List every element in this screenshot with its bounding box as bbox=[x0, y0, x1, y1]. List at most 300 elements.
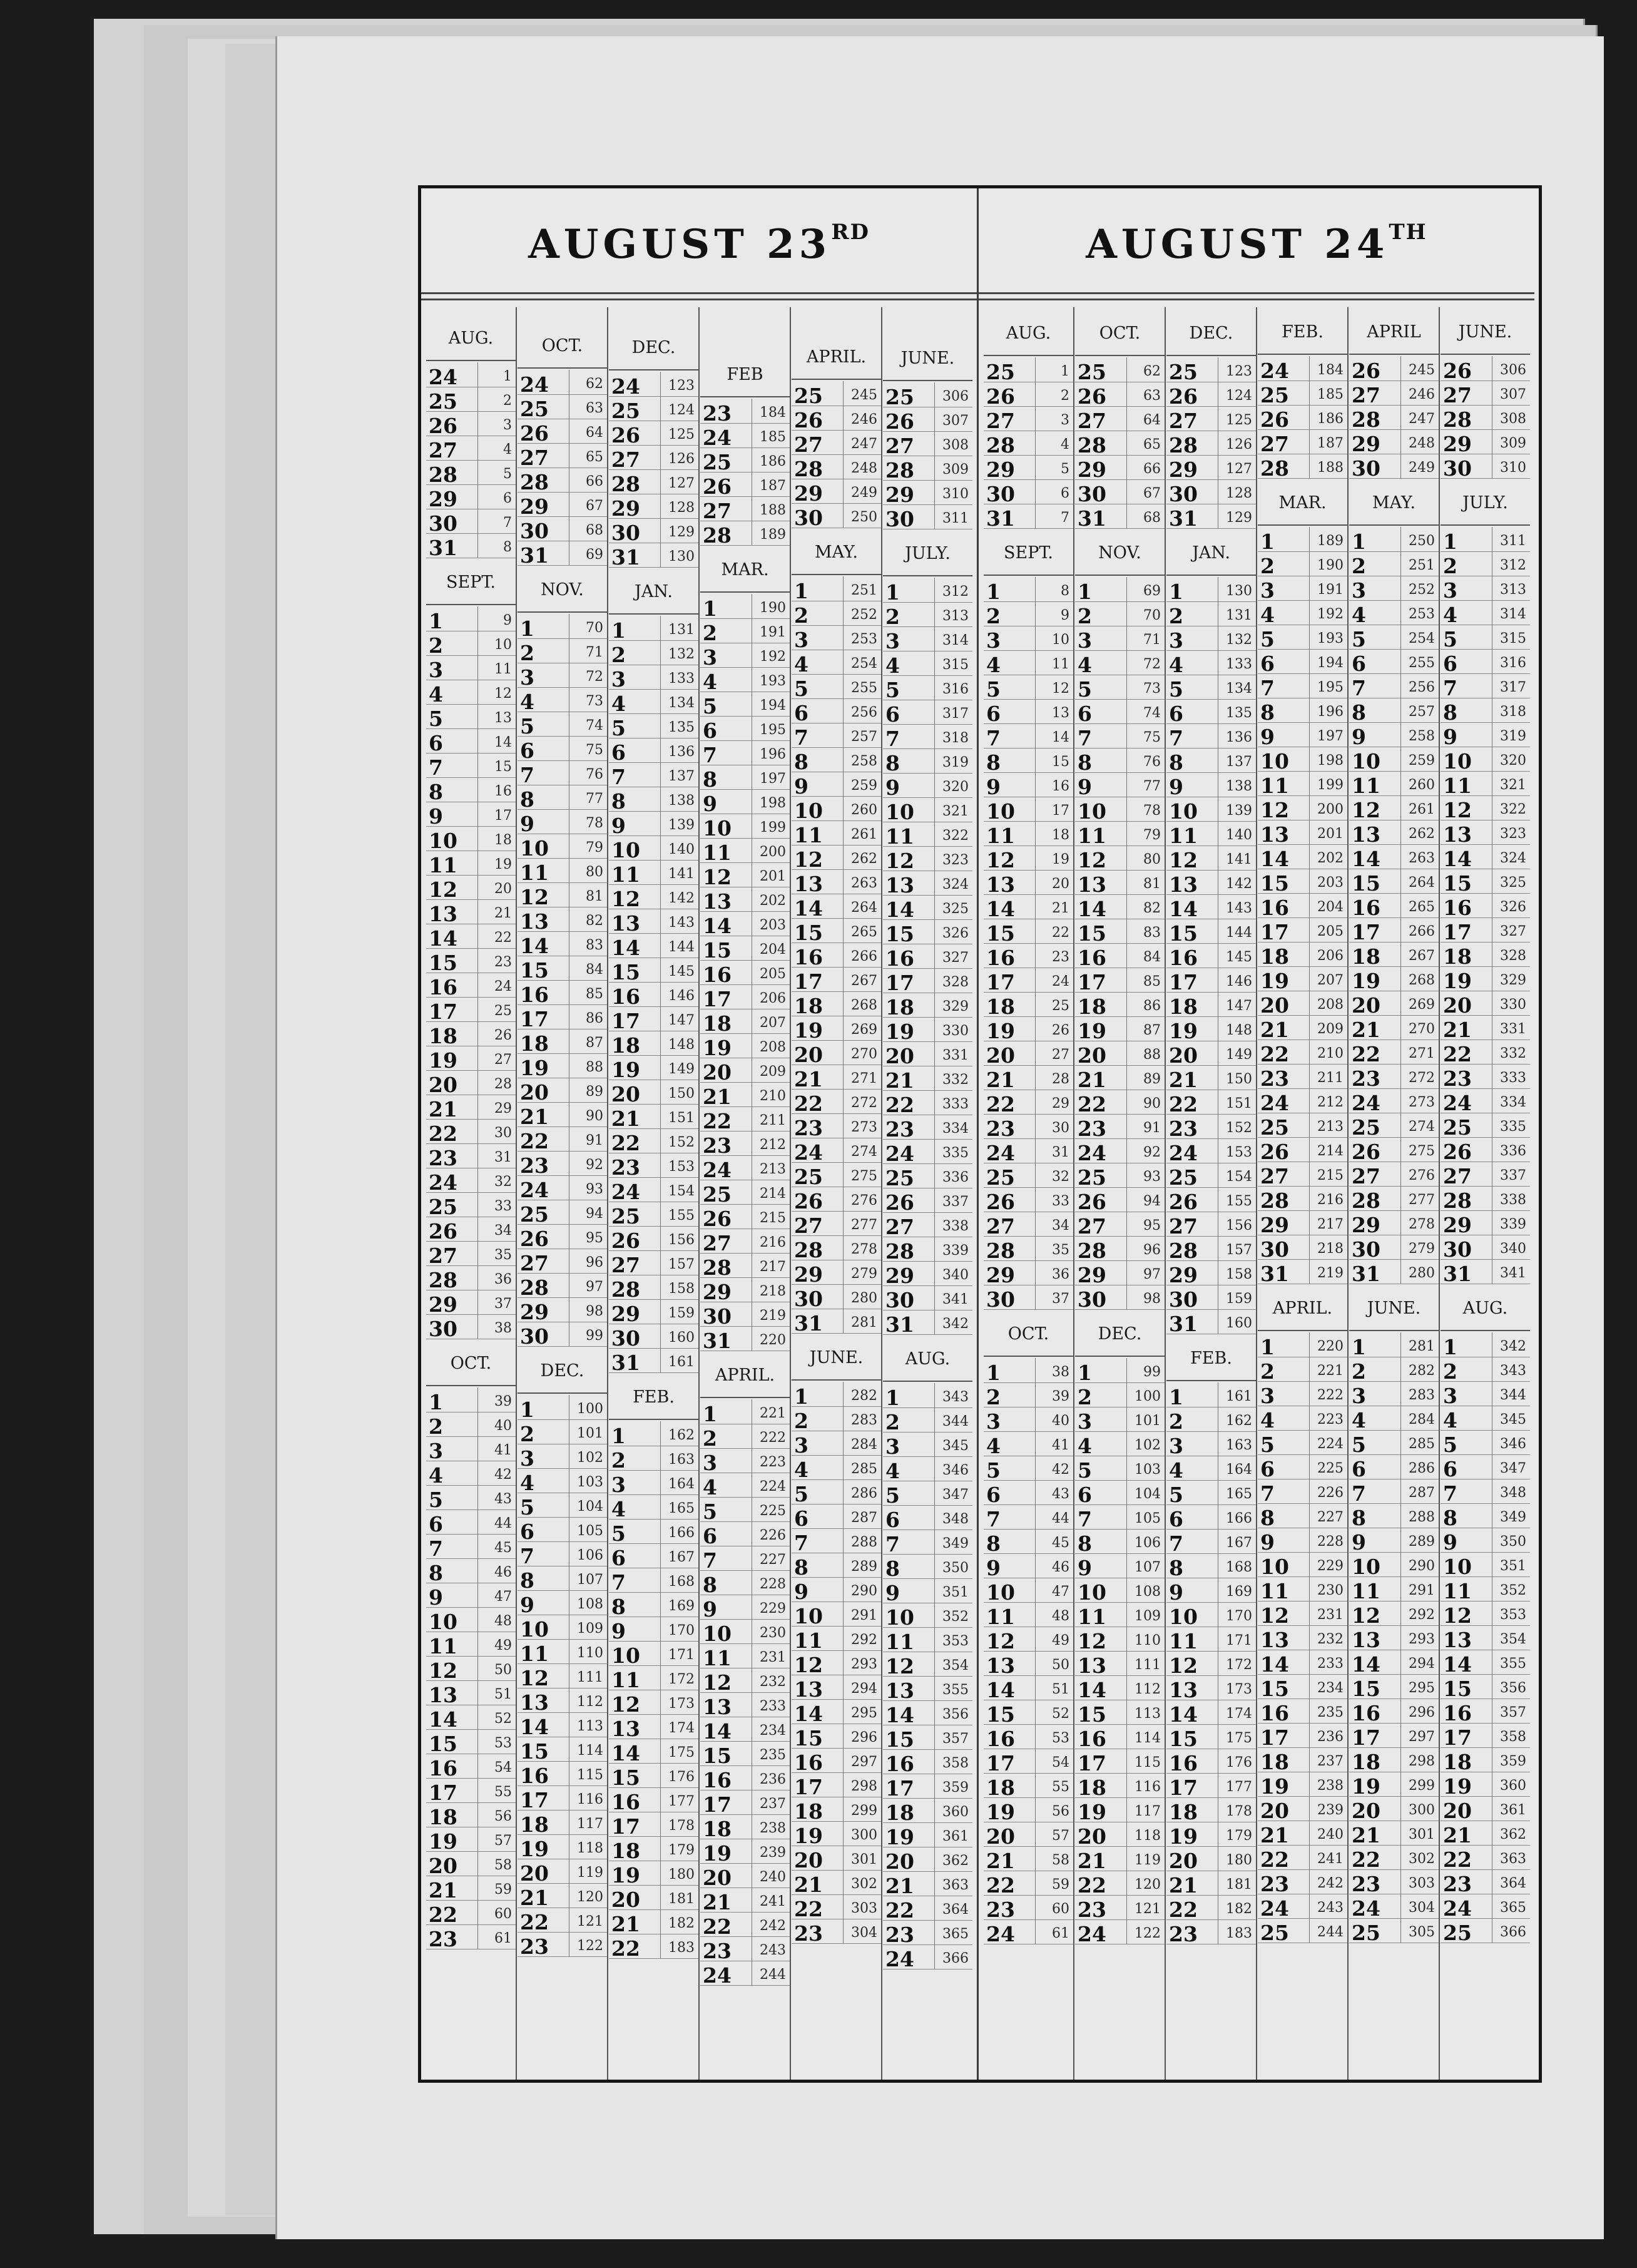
day-of-month: 19 bbox=[611, 1058, 640, 1082]
day-row bbox=[1075, 577, 1165, 602]
day-of-month: 10 bbox=[1078, 799, 1106, 824]
day-of-month: 26 bbox=[611, 423, 640, 447]
day-row bbox=[792, 406, 881, 431]
day-row bbox=[1166, 1700, 1256, 1725]
day-row bbox=[1075, 455, 1165, 480]
day-of-month: 18 bbox=[1352, 944, 1380, 969]
day-of-month: 30 bbox=[611, 521, 640, 545]
day-of-month: 24 bbox=[520, 1178, 549, 1202]
day-of-month: 11 bbox=[794, 823, 823, 847]
day-count: 362 bbox=[1500, 1827, 1526, 1842]
day-of-month: 9 bbox=[611, 1619, 626, 1643]
header-rule bbox=[700, 1397, 790, 1398]
day-row bbox=[1349, 625, 1439, 650]
day-count: 71 bbox=[1143, 632, 1161, 648]
day-row bbox=[984, 431, 1073, 456]
day-of-month: 21 bbox=[520, 1886, 549, 1910]
day-count: 178 bbox=[668, 1818, 695, 1834]
day-row bbox=[700, 1692, 790, 1717]
day-row bbox=[792, 1553, 881, 1578]
day-count: 1 bbox=[1061, 364, 1069, 379]
day-of-month: 17 bbox=[429, 1780, 457, 1805]
day-count: 331 bbox=[942, 1048, 969, 1063]
day-count: 351 bbox=[942, 1585, 969, 1600]
day-count: 339 bbox=[1500, 1217, 1526, 1232]
header-rule bbox=[1349, 1330, 1439, 1331]
day-count: 101 bbox=[1135, 1413, 1161, 1429]
day-row bbox=[426, 1827, 516, 1852]
day-row bbox=[1166, 626, 1256, 651]
day-count: 128 bbox=[668, 500, 695, 516]
day-count: 322 bbox=[942, 828, 969, 844]
day-count: 4 bbox=[503, 442, 512, 457]
day-row bbox=[792, 1601, 881, 1627]
day-row bbox=[883, 1676, 972, 1701]
day-count: 166 bbox=[1226, 1511, 1252, 1526]
day-row bbox=[700, 1253, 790, 1278]
day-count: 318 bbox=[942, 730, 969, 746]
day-count: 15 bbox=[1052, 754, 1069, 770]
day-count: 279 bbox=[1409, 1241, 1435, 1257]
day-of-month: 9 bbox=[703, 1597, 717, 1622]
day-row bbox=[1075, 723, 1165, 748]
day-row bbox=[1166, 1627, 1256, 1652]
header-rule bbox=[609, 613, 698, 615]
day-of-month: 30 bbox=[794, 1287, 823, 1311]
day-of-month: 28 bbox=[986, 433, 1015, 457]
day-of-month: 24 bbox=[885, 1142, 914, 1166]
day-count: 364 bbox=[1500, 1876, 1526, 1891]
day-row bbox=[700, 1961, 790, 1986]
day-of-month: 1 bbox=[1260, 1335, 1275, 1359]
day-of-month: 9 bbox=[703, 792, 717, 816]
day-count: 167 bbox=[668, 1550, 695, 1565]
day-of-month: 4 bbox=[1260, 1408, 1275, 1433]
day-count: 216 bbox=[760, 1235, 786, 1250]
day-of-month: 16 bbox=[1352, 1701, 1380, 1725]
day-of-month: 8 bbox=[611, 789, 626, 814]
day-row bbox=[1441, 600, 1530, 625]
day-count: 285 bbox=[851, 1461, 877, 1477]
day-of-month: 22 bbox=[885, 1093, 914, 1117]
day-count: 341 bbox=[942, 1292, 969, 1307]
day-count: 61 bbox=[494, 1931, 512, 1946]
day-row bbox=[1075, 894, 1165, 919]
day-row bbox=[1166, 601, 1256, 626]
day-row bbox=[1075, 601, 1165, 626]
day-count: 123 bbox=[1226, 364, 1252, 379]
day-count: 123 bbox=[668, 378, 695, 394]
day-row bbox=[883, 407, 972, 432]
day-row bbox=[700, 1326, 790, 1351]
day-row bbox=[700, 1033, 790, 1058]
day-count: 269 bbox=[851, 1022, 877, 1038]
day-of-month: 4 bbox=[1443, 603, 1457, 627]
day-of-month: 4 bbox=[611, 692, 626, 716]
day-of-month: 10 bbox=[1352, 1555, 1380, 1579]
day-count: 40 bbox=[1052, 1413, 1069, 1429]
day-count: 315 bbox=[942, 657, 969, 673]
day-of-month: 8 bbox=[611, 1595, 626, 1619]
day-row bbox=[1349, 405, 1439, 430]
day-of-month: 6 bbox=[1260, 1457, 1275, 1481]
day-of-month: 19 bbox=[885, 1825, 914, 1849]
day-of-month: 12 bbox=[703, 865, 732, 889]
day-of-month: 22 bbox=[1078, 1092, 1106, 1116]
day-count: 153 bbox=[668, 1159, 695, 1175]
day-row bbox=[426, 1778, 516, 1803]
day-of-month: 11 bbox=[1169, 1629, 1198, 1653]
day-of-month: 3 bbox=[611, 667, 626, 692]
day-row bbox=[426, 1802, 516, 1827]
day-count: 34 bbox=[494, 1223, 512, 1239]
day-row bbox=[518, 1883, 607, 1908]
day-row bbox=[700, 447, 790, 472]
day-count: 222 bbox=[760, 1430, 786, 1446]
day-of-month: 4 bbox=[520, 1471, 534, 1495]
day-row bbox=[426, 704, 516, 729]
day-count: 5 bbox=[1061, 461, 1069, 477]
day-count: 15 bbox=[494, 759, 512, 775]
day-of-month: 28 bbox=[703, 1255, 732, 1280]
month-header: OCT. bbox=[1007, 1324, 1049, 1344]
day-of-month: 4 bbox=[885, 1459, 900, 1483]
day-of-month: 24 bbox=[1078, 1922, 1106, 1946]
day-count: 183 bbox=[1226, 1926, 1252, 1941]
day-of-month: 4 bbox=[1078, 1434, 1092, 1458]
day-count: 171 bbox=[1226, 1633, 1252, 1648]
day-count: 168 bbox=[668, 1574, 695, 1590]
day-count: 310 bbox=[1500, 460, 1526, 476]
day-of-month: 24 bbox=[611, 1180, 640, 1204]
day-row bbox=[792, 454, 881, 479]
day-of-month: 13 bbox=[1169, 1678, 1198, 1702]
day-count: 137 bbox=[1226, 754, 1252, 770]
day-row bbox=[426, 460, 516, 485]
day-row bbox=[426, 948, 516, 973]
day-of-month: 29 bbox=[1352, 432, 1380, 456]
day-row bbox=[518, 1078, 607, 1103]
day-of-month: 28 bbox=[885, 1239, 914, 1264]
day-row bbox=[700, 1863, 790, 1888]
day-row bbox=[883, 1822, 972, 1847]
day-of-month: 3 bbox=[1443, 1384, 1457, 1408]
day-count: 132 bbox=[668, 646, 695, 662]
day-row bbox=[883, 1603, 972, 1628]
day-row bbox=[984, 577, 1073, 602]
day-of-month: 5 bbox=[1443, 627, 1457, 651]
day-count: 164 bbox=[1226, 1462, 1252, 1478]
day-row bbox=[1441, 1210, 1530, 1235]
day-row bbox=[984, 870, 1073, 895]
day-row bbox=[1075, 504, 1165, 529]
day-row bbox=[609, 1080, 698, 1105]
day-of-month: 19 bbox=[611, 1863, 640, 1887]
day-count: 349 bbox=[942, 1536, 969, 1551]
day-row bbox=[426, 1070, 516, 1095]
day-row bbox=[1258, 1357, 1347, 1382]
day-of-month: 19 bbox=[986, 1800, 1015, 1824]
day-of-month: 17 bbox=[986, 1751, 1015, 1775]
day-count: 141 bbox=[1226, 852, 1252, 867]
day-of-month: 20 bbox=[1260, 1799, 1289, 1823]
day-of-month: 6 bbox=[1443, 651, 1457, 676]
day-count: 352 bbox=[1500, 1583, 1526, 1598]
day-row bbox=[1441, 1259, 1530, 1284]
day-count: 64 bbox=[1143, 412, 1161, 428]
day-count: 318 bbox=[1500, 704, 1526, 720]
day-row bbox=[1166, 1260, 1256, 1285]
day-row bbox=[1441, 1576, 1530, 1601]
day-of-month: 20 bbox=[885, 1044, 914, 1068]
day-row bbox=[1441, 1454, 1530, 1479]
day-of-month: 27 bbox=[520, 446, 549, 470]
day-row bbox=[700, 1180, 790, 1205]
day-of-month: 18 bbox=[885, 1801, 914, 1825]
month-header: AUG. bbox=[905, 1349, 951, 1369]
day-count: 159 bbox=[668, 1305, 695, 1321]
day-row bbox=[1441, 1625, 1530, 1650]
column-rule bbox=[1347, 307, 1349, 2080]
day-of-month: 23 bbox=[1169, 1922, 1198, 1946]
day-count: 219 bbox=[1317, 1265, 1344, 1281]
day-count: 112 bbox=[577, 1694, 603, 1710]
column-rule bbox=[1165, 307, 1166, 2080]
day-of-month: 25 bbox=[1169, 1165, 1198, 1190]
day-count: 122 bbox=[577, 1938, 603, 1954]
day-of-month: 15 bbox=[1169, 1727, 1198, 1751]
day-of-month: 16 bbox=[1169, 1751, 1198, 1775]
day-count: 264 bbox=[851, 900, 877, 916]
day-of-month: 1 bbox=[794, 1384, 808, 1409]
day-of-month: 12 bbox=[1260, 798, 1289, 822]
day-row bbox=[426, 728, 516, 753]
column-rule bbox=[607, 307, 608, 2080]
day-row bbox=[700, 1936, 790, 1961]
day-row bbox=[984, 1212, 1073, 1237]
day-row bbox=[1349, 1503, 1439, 1528]
day-count: 223 bbox=[760, 1454, 786, 1470]
day-row bbox=[1075, 968, 1165, 993]
day-of-month: 19 bbox=[1260, 969, 1289, 993]
day-of-month: 3 bbox=[520, 665, 534, 690]
day-count: 192 bbox=[1317, 606, 1344, 622]
day-row bbox=[700, 643, 790, 668]
day-count: 99 bbox=[586, 1328, 603, 1344]
day-count: 197 bbox=[760, 771, 786, 787]
day-count: 159 bbox=[1226, 1291, 1252, 1307]
day-row bbox=[1075, 626, 1165, 651]
day-row bbox=[883, 1456, 972, 1481]
day-count: 348 bbox=[1500, 1485, 1526, 1501]
day-count: 73 bbox=[1143, 681, 1161, 697]
day-count: 157 bbox=[1226, 1242, 1252, 1258]
header-rule bbox=[426, 1385, 516, 1386]
day-of-month: 18 bbox=[1078, 994, 1106, 1019]
day-of-month: 3 bbox=[1078, 1409, 1092, 1434]
day-of-month: 1 bbox=[611, 618, 626, 643]
day-count: 84 bbox=[586, 962, 603, 978]
day-count: 90 bbox=[1143, 1096, 1161, 1111]
day-of-month: 16 bbox=[885, 1752, 914, 1776]
day-row bbox=[984, 675, 1073, 700]
day-of-month: 30 bbox=[885, 507, 914, 531]
day-of-month: 19 bbox=[794, 1824, 823, 1848]
day-of-month: 5 bbox=[986, 677, 1001, 702]
day-of-month: 13 bbox=[885, 873, 914, 897]
day-row bbox=[700, 1131, 790, 1156]
day-of-month: 20 bbox=[1078, 1043, 1106, 1068]
day-count: 355 bbox=[1500, 1656, 1526, 1672]
day-row bbox=[883, 1481, 972, 1506]
day-count: 24 bbox=[494, 979, 512, 994]
day-of-month: 8 bbox=[885, 1556, 900, 1581]
day-row bbox=[1258, 1650, 1347, 1675]
day-row bbox=[426, 387, 516, 412]
day-of-month: 13 bbox=[611, 911, 640, 936]
day-row bbox=[1166, 1749, 1256, 1774]
day-of-month: 29 bbox=[1443, 432, 1472, 456]
day-of-month: 10 bbox=[520, 1617, 549, 1642]
day-count: 13 bbox=[1052, 705, 1069, 721]
day-of-month: 8 bbox=[1443, 700, 1457, 725]
day-of-month: 11 bbox=[611, 862, 640, 887]
day-row bbox=[426, 1924, 516, 1949]
day-count: 301 bbox=[851, 1852, 877, 1867]
day-row bbox=[984, 504, 1073, 529]
day-count: 327 bbox=[942, 950, 969, 966]
day-of-month: 5 bbox=[611, 716, 626, 740]
day-row bbox=[1258, 795, 1347, 820]
day-of-month: 11 bbox=[703, 1646, 732, 1670]
day-row bbox=[883, 797, 972, 822]
day-row bbox=[984, 797, 1073, 822]
day-row bbox=[700, 1839, 790, 1864]
day-of-month: 19 bbox=[1443, 969, 1472, 993]
day-count: 187 bbox=[1317, 436, 1344, 451]
day-count: 262 bbox=[851, 851, 877, 867]
day-row bbox=[1166, 1529, 1256, 1554]
day-of-month: 19 bbox=[520, 1837, 549, 1861]
day-count: 107 bbox=[577, 1572, 603, 1588]
day-row bbox=[883, 1163, 972, 1188]
day-row bbox=[1075, 1090, 1165, 1115]
day-count: 26 bbox=[494, 1028, 512, 1043]
day-row bbox=[1075, 1822, 1165, 1847]
day-of-month: 25 bbox=[429, 1195, 457, 1219]
day-of-month: 30 bbox=[1078, 482, 1106, 506]
day-count: 323 bbox=[1500, 826, 1526, 842]
title-rule bbox=[979, 299, 1534, 300]
day-of-month: 4 bbox=[703, 670, 717, 694]
day-of-month: 13 bbox=[611, 1717, 640, 1741]
day-count: 54 bbox=[494, 1760, 512, 1775]
day-row bbox=[883, 1798, 972, 1823]
day-of-month: 27 bbox=[794, 432, 823, 457]
day-row bbox=[1441, 1235, 1530, 1260]
day-row bbox=[1349, 722, 1439, 747]
day-of-month: 1 bbox=[986, 580, 1001, 604]
day-of-month: 2 bbox=[986, 604, 1001, 628]
day-count: 220 bbox=[760, 1332, 786, 1348]
day-of-month: 17 bbox=[1260, 1725, 1289, 1750]
header-rule bbox=[1166, 575, 1256, 576]
day-row bbox=[1441, 1894, 1530, 1919]
day-of-month: 23 bbox=[520, 1934, 549, 1959]
day-count: 287 bbox=[851, 1510, 877, 1526]
day-count: 39 bbox=[1052, 1389, 1069, 1404]
day-count: 116 bbox=[1135, 1779, 1161, 1795]
day-row bbox=[1349, 966, 1439, 991]
day-row bbox=[518, 1322, 607, 1347]
day-count: 117 bbox=[577, 1816, 603, 1832]
day-count: 138 bbox=[668, 793, 695, 809]
day-count: 329 bbox=[942, 999, 969, 1014]
day-count: 330 bbox=[1500, 997, 1526, 1013]
day-count: 96 bbox=[586, 1255, 603, 1270]
day-of-month: 18 bbox=[1352, 1750, 1380, 1774]
day-row bbox=[1349, 1479, 1439, 1504]
day-count: 118 bbox=[577, 1841, 603, 1856]
day-count: 213 bbox=[760, 1162, 786, 1177]
month-header: NOV. bbox=[1098, 543, 1141, 563]
day-row bbox=[1349, 1723, 1439, 1748]
day-row bbox=[1441, 673, 1530, 698]
day-count: 244 bbox=[1317, 1924, 1344, 1940]
day-count: 198 bbox=[1317, 753, 1344, 769]
day-of-month: 20 bbox=[794, 1043, 823, 1067]
day-of-month: 16 bbox=[1443, 1701, 1472, 1725]
day-row bbox=[1441, 576, 1530, 601]
day-of-month: 1 bbox=[520, 616, 534, 641]
day-count: 267 bbox=[851, 973, 877, 989]
day-count: 273 bbox=[851, 1120, 877, 1135]
day-row bbox=[1349, 1918, 1439, 1943]
day-count: 106 bbox=[577, 1548, 603, 1563]
day-of-month: 16 bbox=[703, 963, 732, 987]
day-of-month: 23 bbox=[1260, 1872, 1289, 1896]
day-count: 111 bbox=[1135, 1657, 1161, 1673]
day-count: 25 bbox=[1052, 998, 1069, 1014]
day-count: 28 bbox=[494, 1076, 512, 1092]
day-row bbox=[883, 968, 972, 993]
day-count: 321 bbox=[942, 804, 969, 819]
day-row bbox=[792, 1065, 881, 1090]
day-row bbox=[1258, 576, 1347, 601]
day-row bbox=[518, 638, 607, 663]
day-row bbox=[609, 469, 698, 494]
day-row bbox=[792, 747, 881, 772]
day-of-month: 13 bbox=[1169, 872, 1198, 897]
day-of-month: 5 bbox=[1169, 677, 1183, 702]
day-of-month: 9 bbox=[429, 1585, 443, 1610]
day-row bbox=[984, 919, 1073, 944]
day-row bbox=[700, 1668, 790, 1693]
day-row bbox=[609, 1226, 698, 1251]
day-row bbox=[792, 869, 881, 894]
day-count: 247 bbox=[851, 436, 877, 452]
day-count: 232 bbox=[1317, 1632, 1344, 1647]
day-count: 158 bbox=[1226, 1267, 1252, 1282]
day-of-month: 29 bbox=[1260, 1213, 1289, 1237]
day-of-month: 21 bbox=[703, 1085, 732, 1109]
day-row bbox=[984, 1504, 1073, 1530]
day-of-month: 17 bbox=[1352, 920, 1380, 944]
day-of-month: 2 bbox=[1078, 604, 1092, 628]
day-count: 105 bbox=[1135, 1511, 1161, 1526]
day-of-month: 15 bbox=[703, 938, 732, 963]
day-count: 69 bbox=[586, 547, 603, 563]
